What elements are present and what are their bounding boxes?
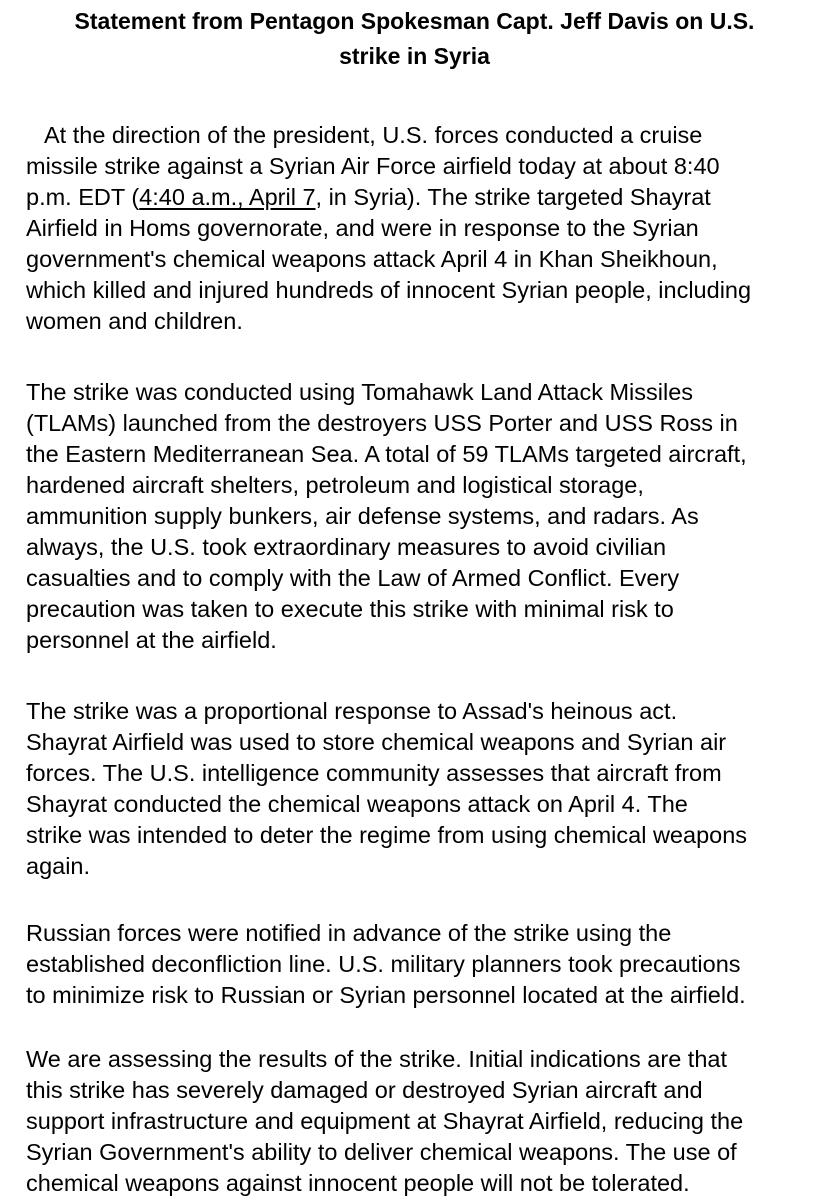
text-line: Russian forces were notified in advance of the strike using the [26, 920, 672, 946]
text-line: women and children. [26, 308, 243, 334]
text-line: At the direction of the president, U.S. forces conducted a cruise [44, 122, 703, 148]
text-segment: p.m. EDT ( [26, 184, 140, 210]
text-line: We are assessing the results of the strike. Initial indications are that [26, 1046, 727, 1072]
title-line: Statement from Pentagon Spokesman Capt. Jeff Davis on U.S. [74, 8, 755, 34]
text-line: which killed and injured hundreds of innocent Syrian people, including [26, 277, 752, 303]
date-link[interactable]: 4:40 a.m., April 7 [139, 184, 316, 210]
text-line: strike was intended to deter the regime from using chemical weapons [26, 822, 748, 848]
text-line: forces. The U.S. intelligence community assesses that aircraft from [26, 760, 722, 786]
text-line: to minimize risk to Russian or Syrian personnel located at the airfield. [26, 982, 746, 1008]
text-line: hardened aircraft shelters, petroleum and logistical storage, [26, 472, 644, 498]
text-line: missile strike against a Syrian Air Force airfield today at about 8:40 [26, 153, 720, 179]
paragraph-4 [26, 918, 826, 1011]
text-line: casualties and to comply with the Law of Armed Conflict. Every [26, 565, 680, 591]
text-line: government's chemical weapons attack April 4 in Khan Sheikhoun, [26, 246, 718, 272]
text-line: established deconfliction line. U.S. military planners took precautions [26, 951, 741, 977]
text-line: the Eastern Mediterranean Sea. A total of 59 TLAMs targeted aircraft, [26, 441, 747, 467]
text-line: Shayrat Airfield was used to store chemical weapons and Syrian air [26, 729, 727, 755]
text-line: The strike was a proportional response to Assad's heinous act. [26, 698, 678, 724]
paragraph-5 [26, 1044, 826, 1199]
paragraph-1 [26, 120, 826, 337]
text-line: precaution was taken to execute this strike with minimal risk to [26, 596, 674, 622]
text-line: (TLAMs) launched from the destroyers USS Porter and USS Ross in [26, 410, 738, 436]
text-segment: , in Syria). The strike targeted Shayrat [315, 184, 711, 210]
title-line: strike in Syria [339, 43, 490, 69]
text-line: Shayrat conducted the chemical weapons attack on April 4. The [26, 791, 688, 817]
text-line: Syrian Government's ability to deliver chemical weapons. The use of [26, 1139, 737, 1165]
text-line-with-link [26, 182, 826, 213]
text-line: ammunition supply bunkers, air defense systems, and radars. As [26, 503, 699, 529]
text-line: support infrastructure and equipment at Shayrat Airfield, reducing the [26, 1108, 744, 1134]
text-line: The strike was conducted using Tomahawk Land Attack Missiles [26, 379, 694, 405]
text-line: personnel at the airfield. [26, 627, 277, 653]
statement-title [0, 4, 829, 74]
text-line: this strike has severely damaged or destroyed Syrian aircraft and [26, 1077, 703, 1103]
text-line: always, the U.S. took extraordinary measures to avoid civilian [26, 534, 667, 560]
text-line: chemical weapons against innocent people will not be tolerated. [26, 1170, 690, 1196]
paragraph-3 [26, 696, 826, 882]
paragraph-2 [26, 377, 826, 656]
text-line: again. [26, 853, 91, 879]
text-line: Airfield in Homs governorate, and were in response to the Syrian [26, 215, 699, 241]
